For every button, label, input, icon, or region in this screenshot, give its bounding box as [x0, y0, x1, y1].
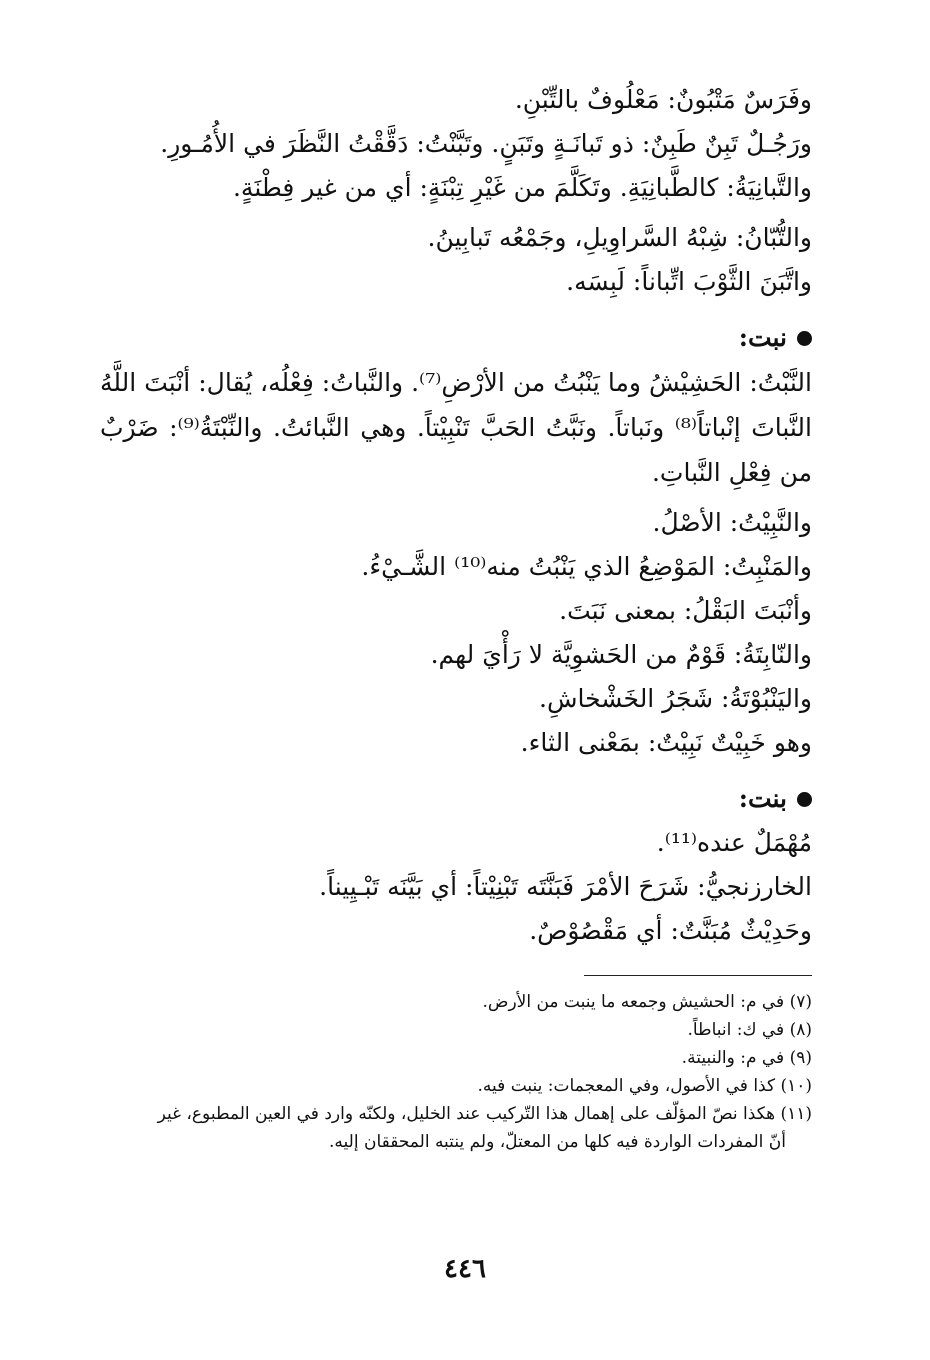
entry-heading-label: نبت:: [738, 323, 787, 352]
footnote: (٨) في ك: انباطاً.: [687, 1020, 812, 1040]
text-line: واتَّبَنَ الثَّوْبَ اتِّباناً: لَبِسَه.: [566, 267, 812, 296]
page-number: ٤٤٦: [444, 1254, 486, 1284]
text-line: ورَجُـلٌ تَبِنٌ طَبِنٌ: ذو تَبانَـةٍ وتَبَنٍ. وتَبَّنْتُ: دَقَّقْتُ النَّظَرَ في الأُمُـورِ.: [160, 129, 812, 158]
entry-paragraph: النَّبْتُ: الحَشِيْشُ وما يَنْبُتُ من الأرْضِ⁽⁷⁾. والنَّباتُ: فِعْلُه، يُقال: أنْبَتَ اللَّهُ النَّباتَ إنْباتاً⁽⁸⁾ ونَباتاً. ونَبَّتُ الحَبَّ تَنْبِيْتاً. وهي النَّبائتُ. والنِّبْتَةُ⁽⁹⁾: ضَرْبٌ من فِعْلِ النَّباتِ.: [100, 368, 812, 487]
text-line: والتُّبّانُ: شِبْهُ السَّراوِيلِ، وجَمْعُه تَبابِينُ.: [427, 223, 812, 252]
text-line: والتَّبانِيَةُ: كالطَّبانِيَةِ. وتَكَلَّمَ من غَيْرِ تِبْنَةٍ: أي من غير فِطْنَةٍ.: [232, 173, 812, 202]
entry-heading-bant: [100, 777, 812, 821]
text-line: واليَنْبُوْتَةُ: شَجَرُ الخَشْخاشِ.: [539, 684, 812, 713]
footnote: (١١) هكذا نصّ المؤلّف على إهمال هذا التّركيب عند الخليل، ولكنّه وارد في العين المطبوع، غير: [157, 1104, 812, 1124]
text-line: وهو خَبِيْتٌ نَبِيْتٌ: بمَعْنى الثاء.: [520, 728, 812, 757]
footnote: (١٠) كذا في الأصول، وفي المعجمات: ينبت فيه.: [477, 1076, 812, 1096]
text-line: وفَرَسٌ مَتْبُونٌ: مَعْلُوفٌ بالتِّبْنِ.: [514, 85, 812, 114]
footnote-divider: [584, 975, 812, 976]
text-line: مُهْمَلٌ عنده⁽¹¹⁾.: [656, 828, 812, 857]
footnote: (٩) في م: والنبيتة.: [681, 1048, 812, 1068]
page-body: [100, 78, 812, 1156]
bullet-icon: [797, 331, 812, 346]
entry-heading-label: بنت:: [738, 784, 787, 813]
text-line: والنَّبِيْتُ: الأصْلُ.: [652, 508, 812, 537]
footnote: (٧) في م: الحشيش وجمعه ما ينبت من الأرض.: [482, 992, 812, 1012]
footnote-continuation: أنّ المفردات الواردة فيه كلها من المعتلّ، ولم ينتبه المحققان إليه.: [329, 1132, 786, 1152]
text-line: والنّابِتَةُ: قَوْمٌ من الحَشوِيَّة لا رَأْيَ لهم.: [430, 640, 812, 669]
text-line: الخارزنجيُّ: شَرَحَ الأمْرَ فَبَنَّتَه تَبْنِيْتاً: أي بَيَّنَه تَبْـيِيناً.: [319, 872, 812, 901]
text-line: وحَدِيْثٌ مُبَنَّتٌ: أي مَقْصُوْصٌ.: [529, 916, 812, 945]
bullet-icon: [797, 792, 812, 807]
text-line: والمَنْبِتُ: المَوْضِعُ الذي يَنْبُتُ منه⁽¹⁰⁾ الشَّـيْءُ.: [361, 552, 812, 581]
entry-heading-nabt: [100, 316, 812, 360]
text-line: وأنْبَتَ البَقْلُ: بمعنى نَبَتَ.: [559, 596, 812, 625]
footnotes: [100, 988, 812, 1156]
